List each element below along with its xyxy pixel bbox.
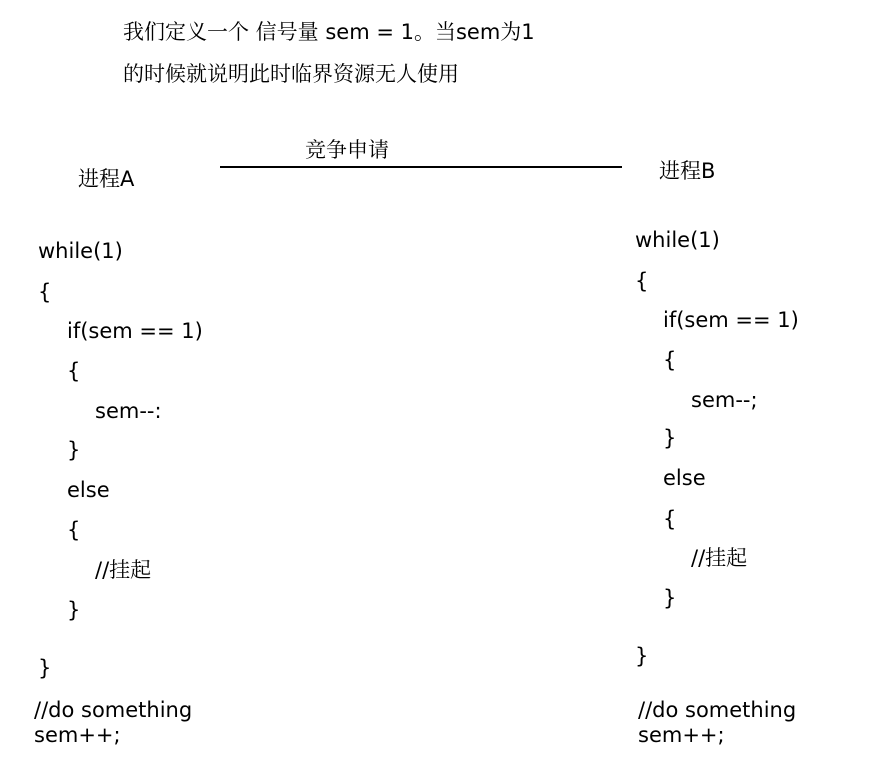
competition-line bbox=[220, 166, 622, 168]
process-b-code-line: sem++; bbox=[638, 723, 725, 747]
process-b-code-line: { bbox=[635, 269, 649, 293]
process-a-code-line: { bbox=[38, 280, 52, 304]
process-b-code-line: if(sem == 1) bbox=[663, 308, 799, 332]
process-a-code-line: { bbox=[67, 518, 81, 542]
process-b-code-line: sem--; bbox=[691, 388, 758, 412]
header-line-2: 的时候就说明此时临界资源无人使用 bbox=[123, 62, 459, 86]
process-b-code-line: } bbox=[663, 586, 677, 610]
process-a-code-line: } bbox=[67, 598, 81, 622]
process-a-code-line: //挂起 bbox=[95, 558, 152, 582]
process-a-code-line: { bbox=[67, 359, 81, 383]
process-a-code-line: else bbox=[67, 478, 110, 502]
process-b-title: 进程B bbox=[659, 159, 716, 183]
process-a-code-line: sem--: bbox=[95, 399, 162, 423]
process-a-title: 进程A bbox=[78, 167, 135, 191]
process-a-code-line: } bbox=[38, 656, 52, 680]
process-a-code-line: //do something bbox=[34, 698, 193, 722]
process-a-code-line: if(sem == 1) bbox=[67, 319, 203, 343]
process-b-code-line: { bbox=[663, 507, 677, 531]
process-a-code-line: while(1) bbox=[38, 239, 123, 263]
process-b-code-line: //挂起 bbox=[691, 546, 748, 570]
process-b-code-line: while(1) bbox=[635, 228, 720, 252]
process-b-code-line: } bbox=[635, 644, 649, 668]
header-line-1: 我们定义一个 信号量 sem = 1。当sem为1 bbox=[123, 20, 535, 44]
process-a-code-line: } bbox=[67, 438, 81, 462]
process-b-code-line: else bbox=[663, 466, 706, 490]
process-a-code-line: sem++; bbox=[34, 723, 121, 747]
process-b-code-line: { bbox=[663, 348, 677, 372]
process-b-code-line: //do something bbox=[638, 698, 797, 722]
process-b-code-line: } bbox=[663, 426, 677, 450]
competition-label: 竞争申请 bbox=[305, 138, 389, 162]
